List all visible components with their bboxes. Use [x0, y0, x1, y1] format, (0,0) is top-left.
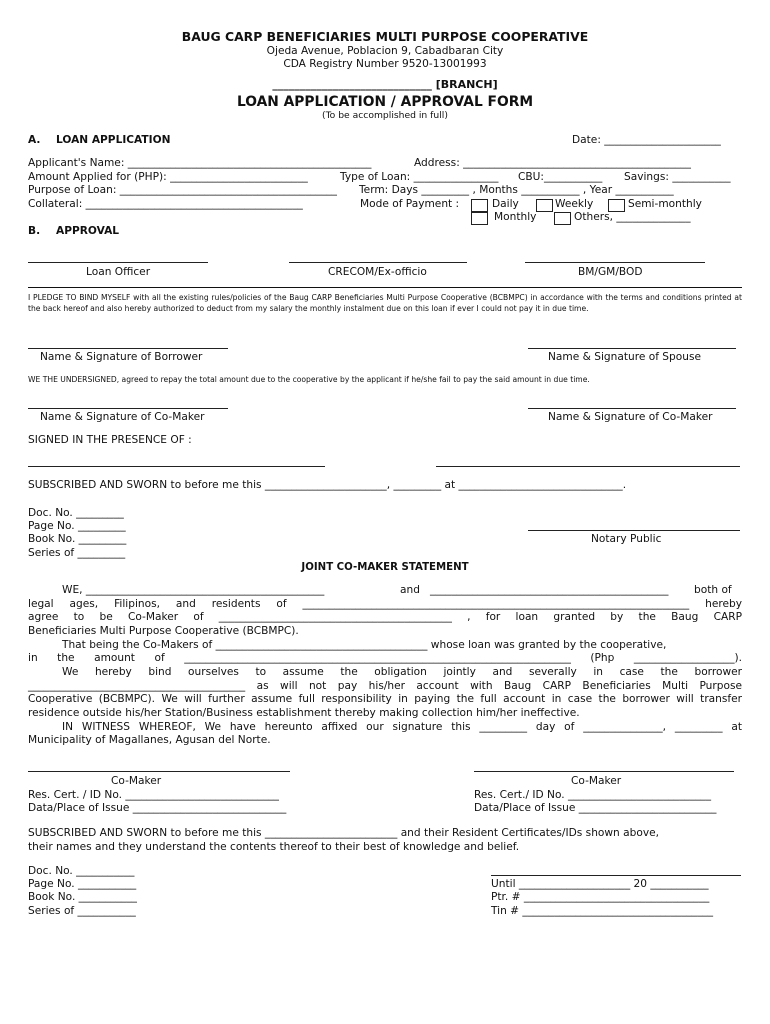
comaker-right-res-cert[interactable]: Res. Cert./ ID No. ___________________________: [474, 789, 712, 801]
comaker-right-data-place[interactable]: Data/Place of Issue __________________________: [474, 802, 717, 814]
witness1-line[interactable]: [28, 466, 325, 467]
comaker-left-signature-line[interactable]: [28, 771, 290, 772]
form-subtitle: (To be accomplished in full): [322, 110, 448, 121]
comaker-left-res-cert[interactable]: Res. Cert. / ID No. _____________________________: [28, 789, 279, 801]
bm-signature-line[interactable]: [525, 262, 705, 263]
monthly-checkbox[interactable]: [471, 212, 488, 225]
witness2-line[interactable]: [436, 466, 740, 467]
signed-presence-label: SIGNED IN THE PRESENCE OF :: [28, 434, 192, 446]
borrower-signature-line[interactable]: [28, 348, 228, 349]
cda-registry: CDA Registry Number 9520-13001993: [283, 58, 487, 70]
joint-statement-title: JOINT CO-MAKER STATEMENT: [301, 562, 469, 573]
others-label[interactable]: Others, ______________: [574, 211, 691, 223]
divider: [28, 287, 742, 288]
joint-line-1d: both of: [694, 584, 732, 596]
borrower-signature-label: Name & Signature of Borrower: [40, 351, 203, 363]
joint-line-5[interactable]: That being the Co-Makers of ________________________________________ whose loan was granted by the cooperative,: [62, 639, 667, 651]
undersigned-text: WE THE UNDERSIGNED, agreed to repay the total amount due to the cooperative by the applicant if he/she fail to pay the said amount in due time.: [28, 375, 590, 384]
joint-line-10: residence outside his/her Station/Business establishment thereby making collection him/her ineffective.: [28, 707, 580, 719]
date-field[interactable]: Date: ______________________: [572, 134, 721, 146]
doc-no-2[interactable]: Doc. No. ___________: [28, 865, 135, 877]
joint-line-9: Cooperative (BCBMPC). We will further assume full responsibility in paying the full account in case the borrower will transfer: [28, 693, 742, 705]
joint-line-7: We hereby bind ourselves to assume the obligation jointly and severally in case the borrower: [62, 666, 742, 678]
comaker-right-label: Co-Maker: [571, 775, 622, 787]
term-field[interactable]: Term: Days _________ , Months ___________ , Year ___________: [359, 184, 674, 196]
cbu-field[interactable]: CBU:___________: [518, 171, 603, 183]
subscribed-sworn-1[interactable]: SUBSCRIBED AND SWORN to before me this _______________________, _________ at _______________________________.: [28, 479, 627, 491]
joint-line-8[interactable]: _________________________________________ as will not pay his/her account with Baug CARP Beneficiaries Multi Purpose: [28, 680, 742, 692]
page-no-2[interactable]: Page No. ___________: [28, 878, 137, 890]
loan-type-field[interactable]: Type of Loan: ________________: [340, 171, 499, 183]
address-field[interactable]: Address: ___________________________________________: [414, 157, 691, 169]
comaker2-signature-label: Name & Signature of Co-Maker: [548, 411, 713, 423]
notary-signature-line[interactable]: [528, 530, 740, 531]
monthly-label: Monthly: [494, 211, 537, 223]
tin-field[interactable]: Tin # ____________________________________: [491, 905, 714, 917]
applicant-name-field[interactable]: Applicant's Name: ______________________________________________: [28, 157, 372, 169]
comaker2-signature-line[interactable]: [528, 408, 736, 409]
ptr-field[interactable]: Ptr. # ___________________________________: [491, 891, 710, 903]
daily-label: Daily: [492, 198, 519, 210]
amount-field[interactable]: Amount Applied for (PHP): __________________________: [28, 171, 308, 183]
crecom-signature-line[interactable]: [289, 262, 467, 263]
organization-address: Ojeda Avenue, Poblacion 9, Cabadbaran City: [266, 45, 504, 57]
joint-line-4: Beneficiaries Multi Purpose Cooperative (BCBMPC).: [28, 625, 299, 637]
others-checkbox[interactable]: [554, 212, 571, 225]
subscribed-sworn-2a[interactable]: SUBSCRIBED AND SWORN to before me this _________________________ and their Resident Certificates/IDs shown above,: [28, 827, 659, 839]
joint-line-2[interactable]: legal ages, Filipinos, and residents of _________________________________________________________________________ hereby: [28, 598, 742, 610]
spouse-signature-label: Name & Signature of Spouse: [548, 351, 701, 363]
comaker1-signature-line[interactable]: [28, 408, 228, 409]
spouse-signature-line[interactable]: [528, 348, 736, 349]
form-title: LOAN APPLICATION / APPROVAL FORM: [236, 94, 534, 110]
joint-line-1b: and: [400, 584, 420, 596]
section-a-title: LOAN APPLICATION: [56, 134, 171, 146]
comaker-left-data-place[interactable]: Data/Place of Issue _____________________________: [28, 802, 287, 814]
subscribed-sworn-2b: their names and they understand the contents thereof to their best of knowledge and belief.: [28, 841, 520, 853]
loan-officer-signature-line[interactable]: [28, 262, 208, 263]
series-1[interactable]: Series of _________: [28, 547, 126, 559]
loan-officer-label: Loan Officer: [86, 266, 151, 278]
section-b-title: APPROVAL: [56, 225, 120, 237]
crecom-label: CRECOM/Ex-officio: [328, 266, 427, 278]
purpose-field[interactable]: Purpose of Loan: _________________________________________: [28, 184, 337, 196]
comaker1-signature-label: Name & Signature of Co-Maker: [40, 411, 205, 423]
comaker-left-label: Co-Maker: [111, 775, 162, 787]
notary-public-label: Notary Public: [591, 533, 662, 545]
joint-line-1a[interactable]: WE, _____________________________________________: [62, 584, 325, 596]
joint-line-11[interactable]: IN WITNESS WHEREOF, We have hereunto affixed our signature this _________ day of _______________, _________ at: [62, 721, 742, 733]
savings-field[interactable]: Savings: ___________: [624, 171, 731, 183]
joint-line-12: Municipality of Magallanes, Agusan del Norte.: [28, 734, 271, 746]
section-a-label: A.: [28, 134, 41, 146]
until-field[interactable]: Until _____________________ 20 ___________: [491, 878, 709, 890]
book-no-1[interactable]: Book No. _________: [28, 533, 127, 545]
weekly-checkbox[interactable]: [536, 199, 553, 212]
comaker-right-signature-line[interactable]: [474, 771, 734, 772]
section-b-label: B.: [28, 225, 41, 237]
collateral-field[interactable]: Collateral: _________________________________________: [28, 198, 303, 210]
bm-gm-bod-label: BM/GM/BOD: [578, 266, 643, 278]
joint-line-3[interactable]: agree to be Co-Maker of ____________________________________________ , for loan granted by the Baug CARP: [28, 611, 742, 623]
joint-line-6[interactable]: in the amount of _________________________________________________________________________ (Php ___________________).: [28, 652, 742, 664]
series-2[interactable]: Series of ___________: [28, 905, 136, 917]
final-notary-signature-line[interactable]: [491, 875, 741, 876]
branch-line: _____________________________ [BRANCH]: [272, 78, 498, 91]
pledge-text: I PLEDGE TO BIND MYSELF with all the existing rules/policies of the Baug CARP Beneficiaries Multi Purpose Cooperative (BCBMPC) in accordance with the terms and conditions printed at the back hereof and also hereby authorized to deduct from my salary the monthly instalment due on this loan if ever I could not pay it in due time.: [28, 293, 742, 314]
weekly-label: Weekly: [555, 198, 594, 210]
daily-checkbox[interactable]: [471, 199, 488, 212]
book-no-2[interactable]: Book No. ___________: [28, 891, 137, 903]
mode-of-payment-label: Mode of Payment :: [360, 198, 460, 210]
page-no-1[interactable]: Page No. _________: [28, 520, 126, 532]
joint-line-1c[interactable]: _____________________________________________: [430, 584, 669, 596]
semimonthly-label: Semi-monthly: [628, 198, 702, 210]
organization-name: BAUG CARP BENEFICIARIES MULTI PURPOSE COOPERATIVE: [181, 29, 589, 44]
doc-no-1[interactable]: Doc. No. _________: [28, 507, 124, 519]
